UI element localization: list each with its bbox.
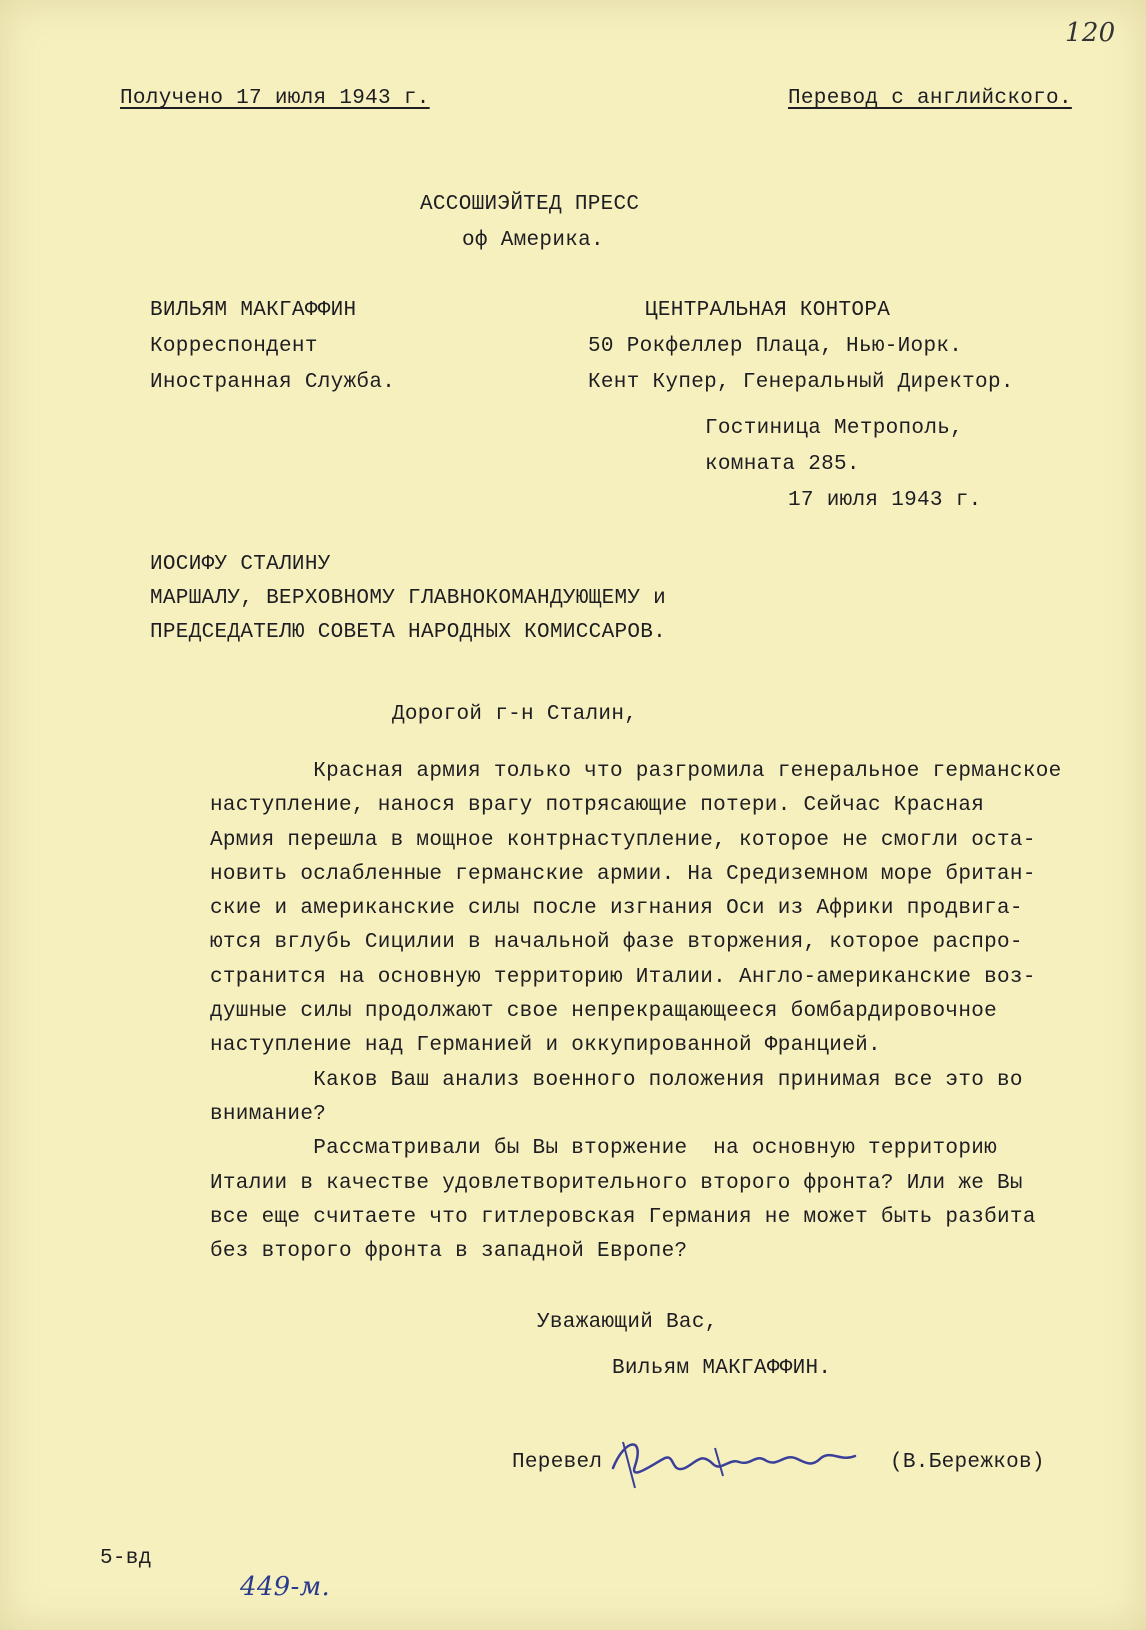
closing-regards: Уважающий Вас, [537, 1311, 718, 1334]
archive-page-number: 120 [1065, 18, 1116, 48]
body-line: Каков Ваш анализ военного положения принимая все это во [210, 1068, 1023, 1092]
handwritten-signature [605, 1428, 875, 1498]
body-line: Армия перешла в мощное контрнаступление, которое не смогли оста- [210, 828, 1036, 852]
body-line: ские и американские силы после изгнания Оси из Африки продвига- [210, 897, 1023, 921]
handwritten-number: 449-м. [240, 1572, 331, 1602]
received-date: Получено 17 июля 1943 г. [120, 87, 430, 110]
translator-label: Перевел [512, 1451, 603, 1474]
translator-name: (В.Бережков) [890, 1451, 1045, 1474]
agency-subtitle: оф Америка. [462, 229, 604, 252]
body-line: наступление, нанося врагу потрясающие потери. Сейчас Красная [210, 794, 985, 818]
body-line: внимание? [210, 1102, 327, 1126]
body-line: наступление над Германией и оккупированной Францией. [210, 1034, 881, 1058]
body-line: ются вглубь Сицилии в начальной фазе вторжения, которое распро- [210, 931, 1023, 955]
letter-date: 17 июля 1943 г. [788, 489, 982, 512]
letter-body [210, 755, 1120, 1269]
body-line: новить ослабленные германские армии. На Средиземном море британ- [210, 862, 1036, 886]
office-name: ЦЕНТРАЛЬНАЯ КОНТОРА [645, 299, 891, 322]
agency-name: АССОШИЭЙТЕД ПРЕСС [420, 193, 640, 216]
body-line: все еще считаете что гитлеровская Германия не может быть разбита [210, 1205, 1036, 1229]
salutation: Дорогой г-н Сталин, [392, 703, 638, 726]
hotel-line: Гостиница Метрополь, [705, 417, 964, 440]
office-address: 50 Рокфеллер Плаца, Нью-Иорк. [588, 335, 963, 358]
sender-title: Корреспондент [150, 335, 318, 358]
body-line: без второго фронта в западной Европе? [210, 1240, 688, 1264]
addressee-line-1: ИОСИФУ СТАЛИНУ [150, 553, 331, 576]
body-line: Италии в качестве удовлетворительного второго фронта? Или же Вы [210, 1171, 1023, 1195]
translation-note: Перевод с английского. [788, 87, 1072, 110]
office-director: Кент Купер, Генеральный Директор. [588, 371, 1014, 394]
body-line: Красная армия только что разгромила генеральное германское [210, 760, 1062, 783]
body-line: Рассматривали бы Вы вторжение на основную территорию [210, 1137, 998, 1161]
closing-signature-name: Вильям МАКГАФФИН. [612, 1357, 832, 1380]
body-line: странится на основную территорию Италии. Англо-американские воз- [210, 965, 1036, 989]
sender-name: ВИЛЬЯМ МАКГАФФИН [150, 299, 357, 322]
document-code: 5-вд [100, 1547, 152, 1570]
addressee-line-3: ПРЕДСЕДАТЕЛЮ СОВЕТА НАРОДНЫХ КОМИССАРОВ. [150, 621, 667, 644]
body-line: душные силы продолжают свое непрекращающееся бомбардировочное [210, 1000, 998, 1024]
addressee-line-2: МАРШАЛУ, ВЕРХОВНОМУ ГЛАВНОКОМАНДУЮЩЕМУ и [150, 587, 667, 610]
sender-service: Иностранная Служба. [150, 371, 396, 394]
room-line: комната 285. [705, 453, 860, 476]
